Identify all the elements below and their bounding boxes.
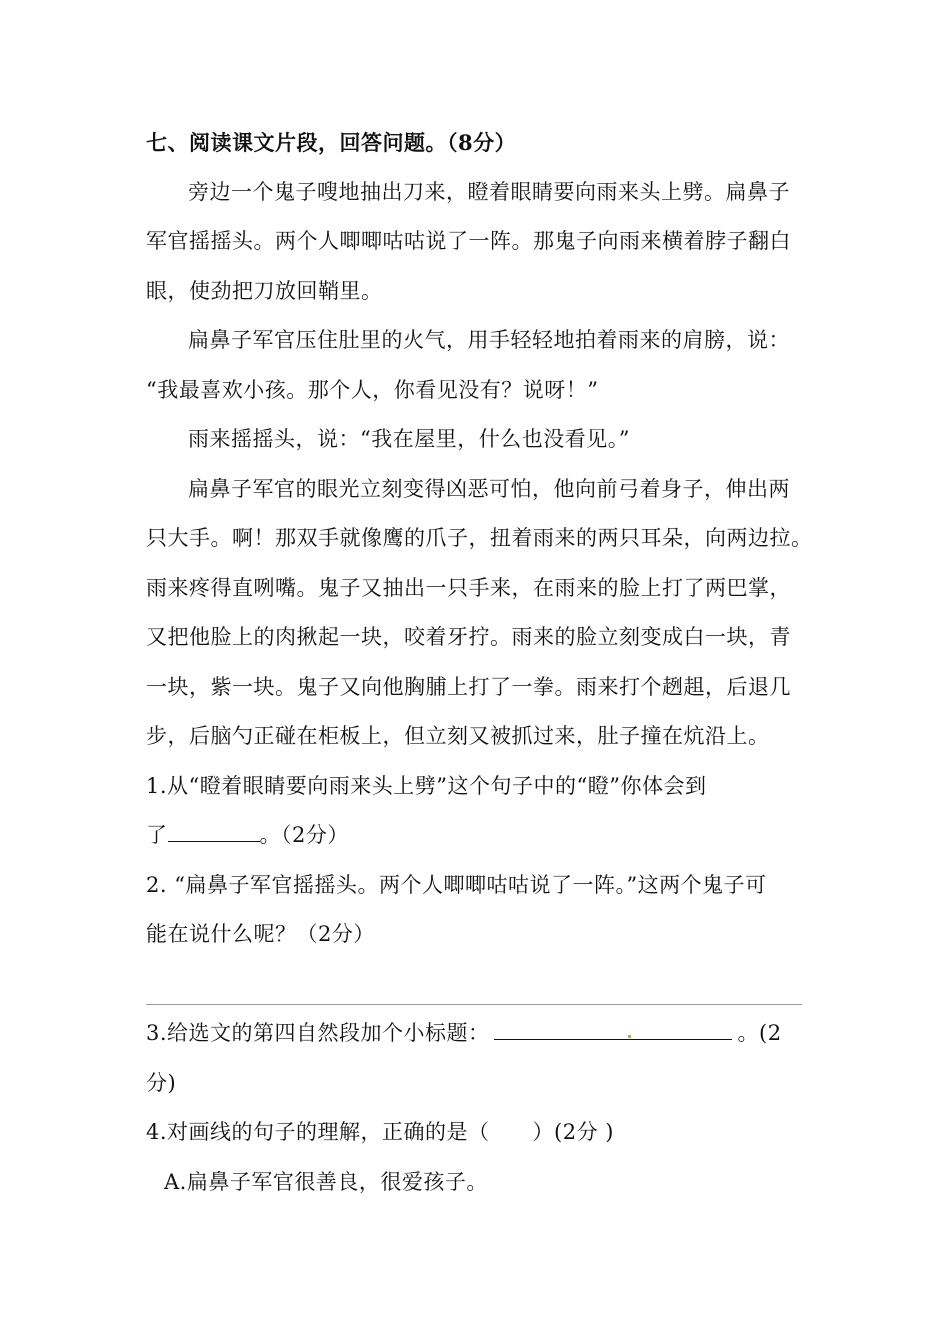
question-4 bbox=[146, 1108, 826, 1207]
answer-line[interactable] bbox=[146, 960, 826, 1010]
passage-line: 雨来疼得直咧嘴。鬼子又抽出一只手来，在雨来的脸上打了两巴掌， bbox=[146, 575, 791, 600]
passage-paragraph-2 bbox=[146, 316, 826, 415]
passage-line: 雨来摇摇头，说：“我在屋里，什么也没看见。” bbox=[188, 427, 630, 451]
question-text-fragment: 了 bbox=[146, 823, 168, 847]
question-text: 分) bbox=[146, 1070, 177, 1095]
question-text: 4.对画线的句子的理解，正确的是（ ）(2分 ) bbox=[146, 1120, 614, 1144]
question-text: 1.从“瞪着眼睛要向雨来头上劈”这个句子中的“瞪”你体会到 bbox=[146, 773, 707, 798]
answer-blank[interactable] bbox=[168, 821, 260, 842]
question-text: 能在说什么呢？（2分） bbox=[146, 922, 375, 946]
passage-line: 旁边一个鬼子嗖地抽出刀来，瞪着眼睛要向雨来头上劈。扁鼻子 bbox=[188, 179, 790, 204]
passage-line: 眼，使劲把刀放回鞘里。 bbox=[146, 278, 383, 303]
question-text: 2. “扁鼻子军官摇摇头。两个人唧唧咕咕说了一阵。”这两个鬼子可 bbox=[146, 872, 767, 897]
question-text bbox=[146, 811, 826, 861]
passage-line: 军官摇摇头。两个人唧唧咕咕说了一阵。那鬼子向雨来横着脖子翻白 bbox=[146, 229, 791, 253]
passage-line: 步，后脑勺正碰在柜板上，但立刻又被抓过来，肚子撞在炕沿上。 bbox=[146, 724, 770, 748]
section-title: 七、阅读课文片段，回答问题。（8分） bbox=[146, 130, 517, 155]
question-1 bbox=[146, 762, 826, 861]
answer-blank[interactable] bbox=[494, 1019, 732, 1040]
question-text-fragment: 3.给选文的第四自然段加个小标题： bbox=[146, 1021, 490, 1045]
option-a[interactable]: A.扁鼻子军官很善良，很爱孩子。 bbox=[164, 1169, 488, 1194]
passage-paragraph-4 bbox=[146, 465, 826, 762]
question-2 bbox=[146, 861, 826, 1010]
passage-paragraph-1 bbox=[146, 168, 826, 317]
exam-page bbox=[146, 118, 826, 1207]
question-text bbox=[146, 1009, 826, 1059]
question-score: 。（2分） bbox=[259, 823, 349, 847]
passage-paragraph-3 bbox=[146, 415, 826, 465]
passage-line: 一块，紫一块。鬼子又向他胸脯上打了一拳。雨来打个趔趄，后退几 bbox=[146, 674, 791, 699]
passage-line: “我最喜欢小孩。那个人，你看见没有？说呀！” bbox=[146, 377, 599, 402]
answer-rule bbox=[146, 1004, 802, 1005]
passage-line: 扁鼻子军官的眼光立刻变得凶恶可怕，他向前弓着身子，伸出两 bbox=[188, 476, 790, 501]
passage-line: 只大手。啊！那双手就像鹰的爪子，扭着雨来的两只耳朵，向两边拉。 bbox=[146, 526, 813, 550]
question-3 bbox=[146, 1009, 826, 1108]
ink-dot bbox=[628, 1035, 631, 1038]
passage-line: 扁鼻子军官压住肚里的火气，用手轻轻地拍着雨来的肩膀，说： bbox=[188, 328, 790, 352]
passage-line: 又把他脸上的肉揪起一块，咬着牙拧。雨来的脸立刻变成白一块，青 bbox=[146, 625, 791, 649]
question-score: 。(2 bbox=[737, 1021, 782, 1045]
